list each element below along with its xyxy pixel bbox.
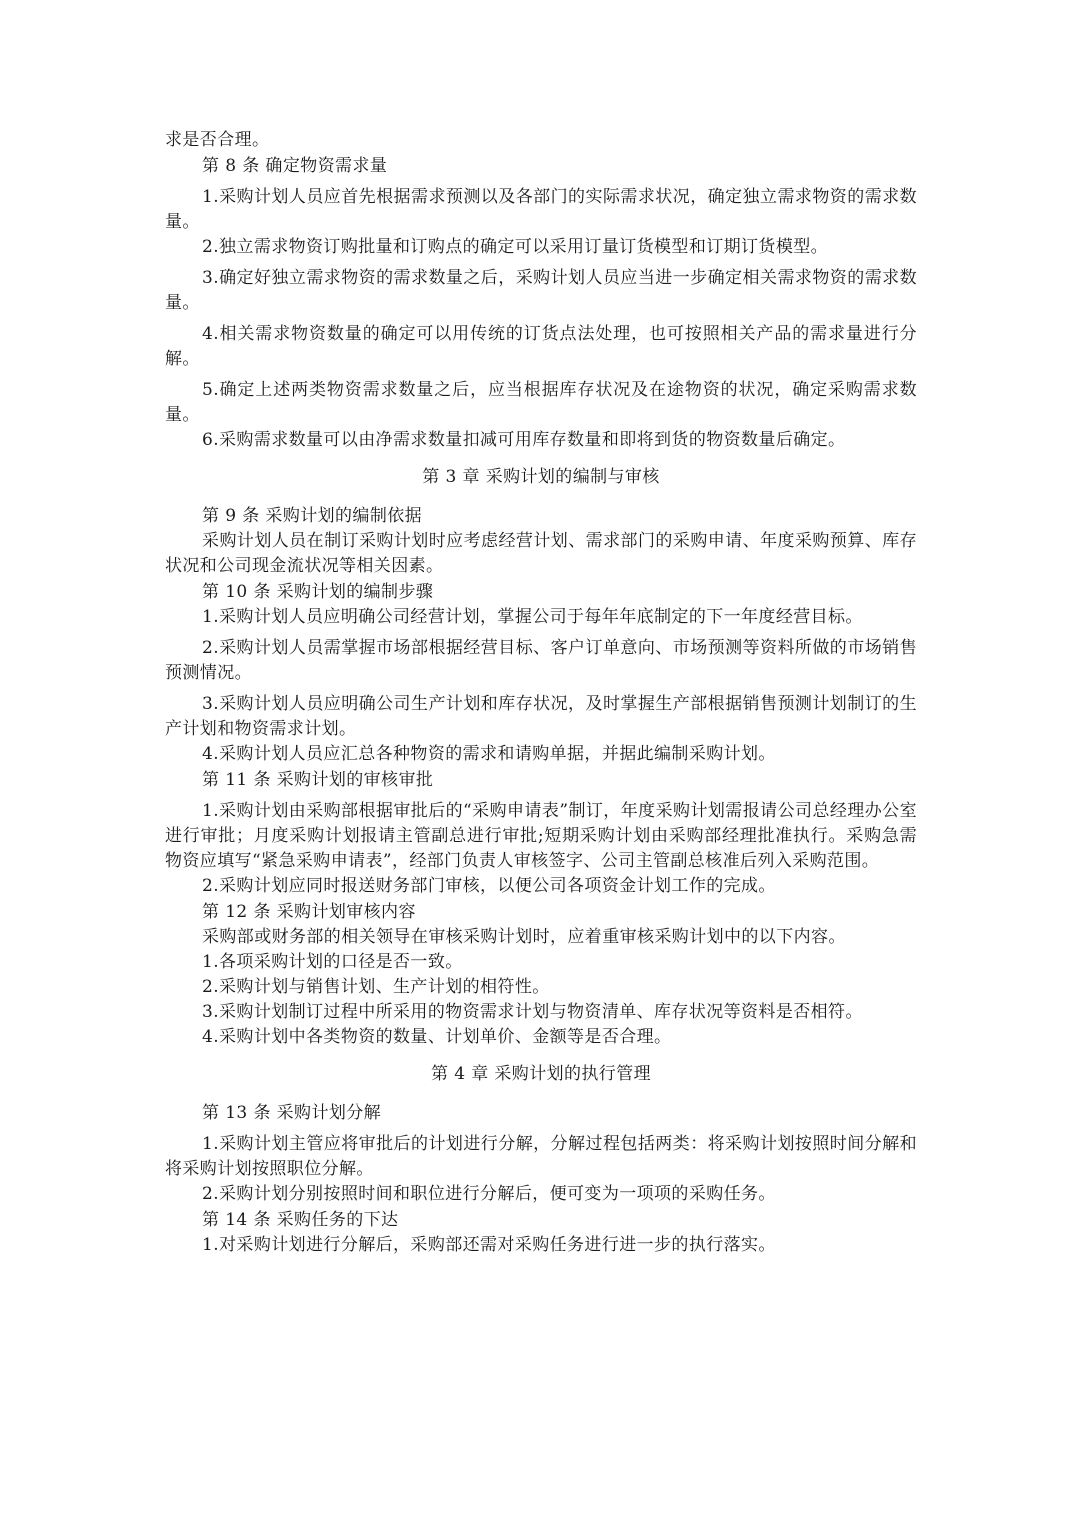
- paragraph-continuation: 求是否合理。: [165, 130, 270, 150]
- paragraph: 2.采购计划应同时报送财务部门审核，以便公司各项资金计划工作的完成。: [202, 876, 776, 896]
- paragraph: 1.对采购计划进行分解后，采购部还需对采购任务进行进一步的执行落实。: [202, 1235, 776, 1255]
- article-heading: 第 8 条 确定物资需求量: [202, 156, 388, 176]
- paragraph: 1.各项采购计划的口径是否一致。: [202, 952, 463, 972]
- paragraph: 3.确定好独立需求物资的需求数量之后，采购计划人员应当进一步确定相关需求物资的需求数量。: [165, 268, 917, 313]
- paragraph: 4.采购计划人员应汇总各种物资的需求和请购单据，并据此编制采购计划。: [202, 744, 776, 764]
- chapter-heading: 第 4 章 采购计划的执行管理: [430, 1064, 652, 1084]
- paragraph: 2.采购计划分别按照时间和职位进行分解后，便可变为一项项的采购任务。: [202, 1184, 776, 1204]
- paragraph: 3.采购计划人员应明确公司生产计划和库存状况，及时掌握生产部根据销售预测计划制订的生产计划和物资需求计划。: [165, 694, 917, 739]
- paragraph: 3.采购计划制订过程中所采用的物资需求计划与物资清单、库存状况等资料是否相符。: [202, 1002, 863, 1022]
- article-heading: 第 10 条 采购计划的编制步骤: [202, 582, 434, 602]
- article-heading: 第 11 条 采购计划的审核审批: [202, 770, 434, 790]
- article-heading: 第 13 条 采购计划分解: [202, 1103, 382, 1123]
- document-page: [165, 128, 917, 1258]
- paragraph: 5.确定上述两类物资需求数量之后，应当根据库存状况及在途物资的状况，确定采购需求数量。: [165, 380, 917, 425]
- paragraph: 采购计划人员在制订采购计划时应考虑经营计划、需求部门的采购申请、年度采购预算、库存状况和公司现金流状况等相关因素。: [165, 531, 917, 576]
- paragraph: 2.采购计划人员需掌握市场部根据经营目标、客户订单意向、市场预测等资料所做的市场销售预测情况。: [165, 638, 917, 683]
- paragraph: 6.采购需求数量可以由净需求数量扣减可用库存数量和即将到货的物资数量后确定。: [202, 430, 846, 450]
- paragraph: 1.采购计划人员应明确公司经营计划，掌握公司于每年年底制定的下一年度经营目标。: [202, 607, 863, 627]
- article-heading: 第 12 条 采购计划审核内容: [202, 902, 416, 922]
- paragraph: 1.采购计划人员应首先根据需求预测以及各部门的实际需求状况，确定独立需求物资的需求数量。: [165, 187, 917, 232]
- paragraph: 采购部或财务部的相关领导在审核采购计划时，应着重审核采购计划中的以下内容。: [202, 927, 846, 947]
- article-heading: 第 14 条 采购任务的下达: [202, 1210, 399, 1230]
- article-heading: 第 9 条 采购计划的编制依据: [202, 506, 423, 526]
- paragraph: 4.采购计划中各类物资的数量、计划单价、金额等是否合理。: [202, 1027, 672, 1047]
- chapter-heading: 第 3 章 采购计划的编制与审核: [422, 467, 660, 487]
- paragraph: 2.采购计划与销售计划、生产计划的相符性。: [202, 977, 550, 997]
- paragraph: 2.独立需求物资订购批量和订购点的确定可以采用订量订货模型和订期订货模型。: [202, 237, 829, 257]
- paragraph: 1.采购计划由采购部根据审批后的“采购申请表”制订，年度采购计划需报请公司总经理办公室进行审批；月度采购计划报请主管副总进行审批;短期采购计划由采购部经理批准执行。采购急需物资应填写“紧急采购申请表”，经部门负责人审核签字、公司主管副总核准后列入采购范围。: [165, 801, 917, 871]
- paragraph: 1.采购计划主管应将审批后的计划进行分解，分解过程包括两类：将采购计划按照时间分解和将采购计划按照职位分解。: [165, 1134, 917, 1179]
- paragraph: 4.相关需求物资数量的确定可以用传统的订货点法处理，也可按照相关产品的需求量进行分解。: [165, 324, 917, 369]
